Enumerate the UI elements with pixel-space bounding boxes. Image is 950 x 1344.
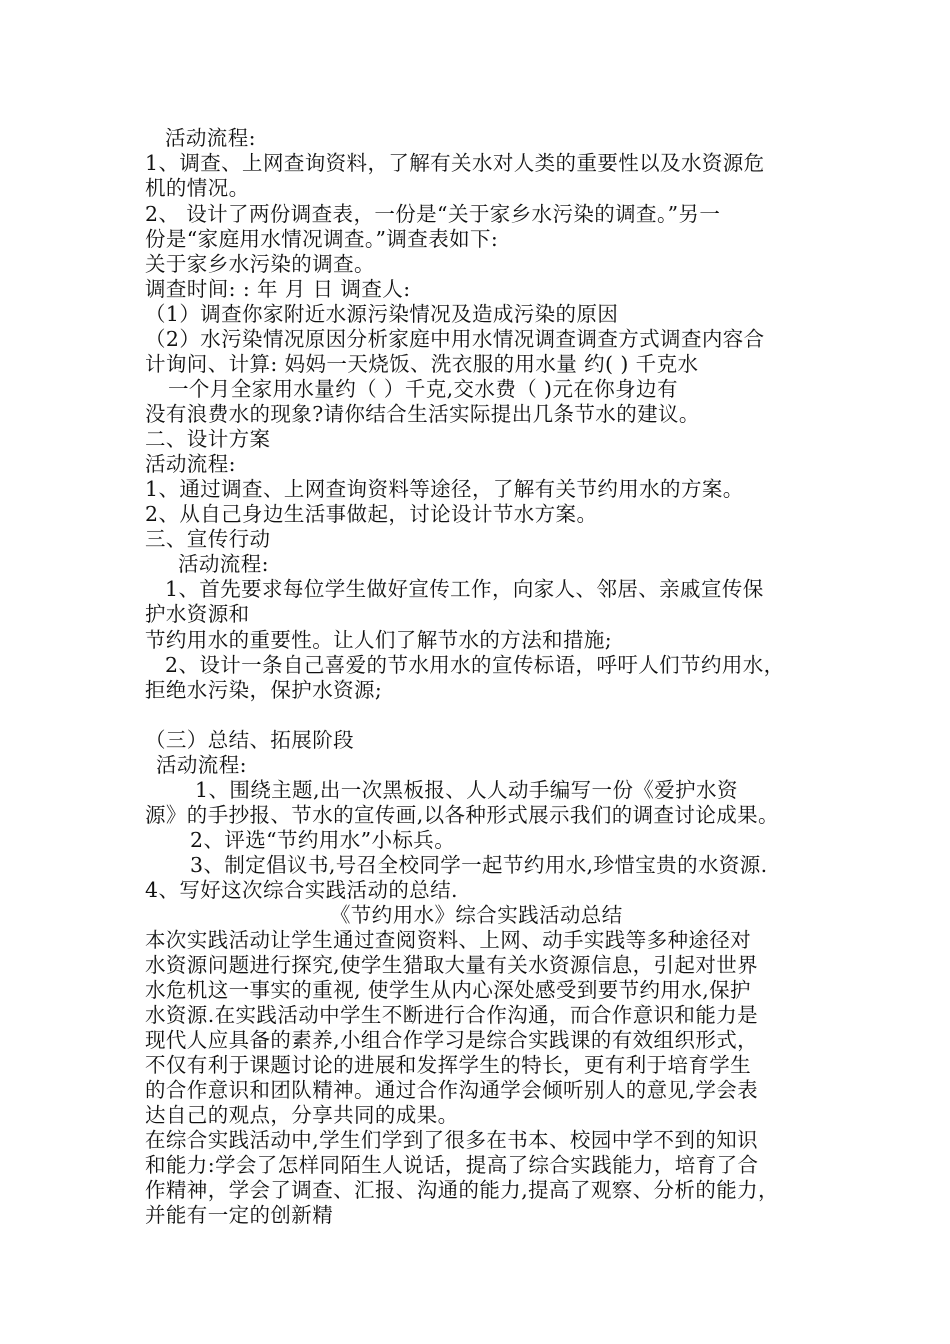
summary-title: 《节约用水》综合实践活动总结: [330, 903, 623, 927]
text-line: 水危机这一事实的重视, 使学生从内心深处感受到要节约用水,保护: [145, 978, 751, 1002]
text-line: 作精神，学会了调查、汇报、沟通的能力,提高了观察、分析的能力，: [145, 1178, 779, 1202]
text-line: 达自己的观点，分享共同的成果。: [145, 1103, 459, 1127]
text-line: 三、宣传行动: [145, 527, 271, 551]
text-line: 1、通过调查、上网查询资料等途径，了解有关节约用水的方案。: [145, 477, 744, 501]
text-line: 在综合实践活动中,学生们学到了很多在书本、校园中学不到的知识: [145, 1128, 759, 1152]
text-line: 二、设计方案: [145, 427, 271, 451]
text-line: 节约用水的重要性。让人们了解节水的方法和措施;: [145, 628, 613, 652]
text-line: （2）水污染情况原因分析家庭中用水情况调查调查方式调查内容合: [145, 327, 765, 351]
text-line: 本次实践活动让学生通过查阅资料、上网、动手实践等多种途径对: [145, 928, 752, 952]
text-line: 1、围绕主题,出一次黑板报、人人动手编写一份《爱护水资: [195, 778, 738, 802]
text-line: 机的情况。: [145, 176, 250, 200]
text-line: 水资源问题进行探究,使学生猎取大量有关水资源信息，引起对世界: [145, 953, 759, 977]
text-line: 活动流程:: [145, 452, 236, 476]
text-line: 2、 设计了两份调查表，一份是“关于家乡水污染的调查。”另一: [145, 202, 721, 226]
text-line: 并能有一定的创新精: [145, 1203, 334, 1227]
text-line: 3、制定倡议书,号召全校同学一起节约用水,珍惜宝贵的水资源.: [190, 853, 768, 877]
text-line: 没有浪费水的现象?请你结合生活实际提出几条节水的建议。: [145, 402, 700, 426]
text-line: 2、从自己身边生活事做起，讨论设计节水方案。: [145, 502, 598, 526]
text-line: 水资源.在实践活动中学生不断进行合作沟通，而合作意识和能力是: [145, 1003, 759, 1027]
text-line: 份是“家庭用水情况调查。”调查表如下:: [145, 227, 499, 251]
text-line: 现代人应具备的素养,小组合作学习是综合实践课的有效组织形式，: [145, 1028, 759, 1052]
text-line: 1、调查、上网查询资料，了解有关水对人类的重要性以及水资源危: [145, 151, 765, 175]
text-line: 调查时间: : 年 月 日 调查人:: [145, 277, 411, 301]
text-line: 活动流程:: [178, 552, 269, 576]
text-line: 源》的手抄报、节水的宣传画,以各种形式展示我们的调查讨论成果。: [145, 803, 779, 827]
text-line: 不仅有利于课题讨论的进展和发挥学生的特长，更有利于培育学生: [145, 1053, 752, 1077]
text-line: （三）总结、拓展阶段: [145, 728, 354, 752]
text-line: 2、评选“节约用水”小标兵。: [190, 828, 456, 852]
text-line: 活动流程:: [156, 753, 247, 777]
text-line: 的合作意识和团队精神。通过合作沟通学会倾听别人的意见,学会表: [145, 1078, 759, 1102]
text-line: 关于家乡水污染的调查。: [145, 252, 375, 276]
text-line: 2、设计一条自己喜爱的节水用水的宣传标语，呼吁人们节约用水，: [165, 653, 785, 677]
text-line: 活动流程:: [165, 126, 256, 150]
text-line: 拒绝水污染，保护水资源;: [145, 678, 383, 702]
text-line: 和能力:学会了怎样同陌生人说话，提高了综合实践能力，培育了合: [145, 1153, 759, 1177]
text-line: （1）调查你家附近水源污染情况及造成污染的原因: [145, 302, 619, 326]
text-line: 4、写好这次综合实践活动的总结.: [145, 878, 458, 902]
text-line: 护水资源和: [145, 602, 250, 626]
text-line: 计询问、计算: 妈妈一天烧饭、洗衣服的用水量 约( ) 千克水: [145, 352, 699, 376]
text-line: 1、首先要求每位学生做好宣传工作，向家人、邻居、亲戚宣传保: [165, 577, 764, 601]
text-line: 一个月全家用水量约（ ）千克,交水费（ )元在你身边有: [168, 377, 678, 401]
